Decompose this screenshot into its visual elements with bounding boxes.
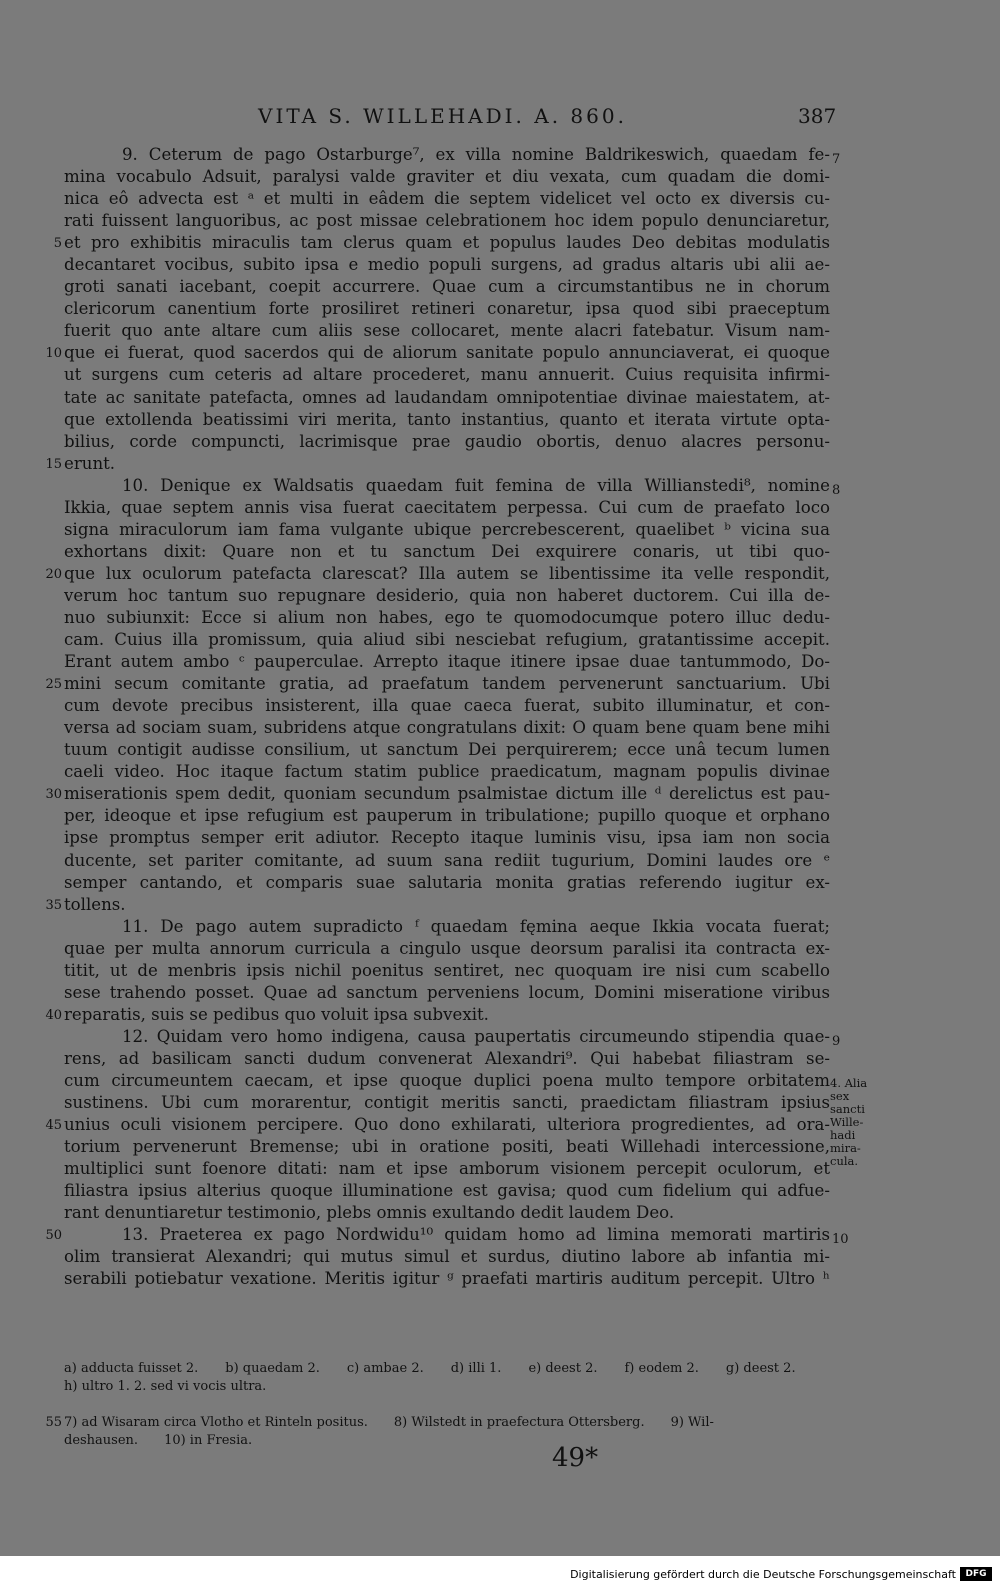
footnote: g) deest 2. xyxy=(725,1361,796,1376)
line-number: 50 xyxy=(45,1228,62,1244)
margin-chapter-number: 8 xyxy=(832,482,841,498)
text-line: per, ideoque et ipse refugium est pauperum in tribulatione; pupillo quoque et orphano xyxy=(64,806,830,826)
note: 7) ad Wisaram circa Vlotho et Rinteln positus. xyxy=(64,1415,368,1430)
text-line: que ei fuerat, quod sacerdos qui de aliorum sanitate populo annunciaverat, ei quoque xyxy=(64,343,830,363)
line-number: 40 xyxy=(45,1007,62,1023)
line-number: 5 xyxy=(53,236,62,252)
side-note-line: Wille- xyxy=(830,1115,864,1129)
margin-chapter-number: 7 xyxy=(832,152,841,167)
side-note-line: mira- xyxy=(830,1141,861,1155)
text-line: mini secum comitante gratia, ad praefatum tandem pervenerunt sanctuarium. Ubi xyxy=(64,674,830,694)
line-number: 20 xyxy=(45,566,62,582)
text-line: bilius, corde compuncti, lacrimisque prae gaudio obortis, denuo alacres personu- xyxy=(64,431,830,451)
side-note-line: 4. Alia xyxy=(830,1076,868,1090)
dfg-logo: DFG xyxy=(960,1567,992,1581)
footnote: b) quaedam 2. xyxy=(225,1361,320,1376)
text-line: Ikkia, quae septem annis visa fuerat caecitatem perpessa. Cui cum de praefato loco xyxy=(64,497,830,517)
footnote: e) deest 2. xyxy=(528,1361,598,1376)
note: deshausen. xyxy=(64,1433,139,1448)
text-line: sese trahendo posset. Quae ad sanctum perveniens locum, Domini miseratione viribus xyxy=(64,982,830,1002)
text-line: versa ad sociam suam, subridens atque congratulans dixit: O quam bene quam bene mihi xyxy=(64,718,830,738)
margin-chapter-number: 9 xyxy=(832,1034,841,1049)
text-line: titit, ut de menbris ipsis nichil poenitus sentiret, nec quoquam ire nisi cum scabello xyxy=(64,960,830,980)
text-line: olim transierat Alexandri; qui mutus simul et surdus, diutino labore ab infantia mi- xyxy=(64,1247,830,1267)
text-line: cum devote precibus insisterent, illa quae caeca fuerat, subito illuminatur, et con- xyxy=(64,696,830,716)
footnote: f) eodem 2. xyxy=(624,1361,699,1376)
note-row xyxy=(64,1414,830,1432)
footnote-row xyxy=(64,1378,830,1396)
text-line: ducente, set pariter comitante, ad suum sana rediit tugurium, Domini laudes ore ᵉ xyxy=(64,850,830,870)
explanatory-notes xyxy=(45,1414,830,1450)
footnote: a) adducta fuisset 2. xyxy=(64,1361,199,1376)
text-line: exhortans dixit: Quare non et tu sanctum Dei exquirere conaris, ut tibi quo- xyxy=(64,541,830,561)
page-header xyxy=(0,104,1000,134)
text-line: multiplici sunt foenore ditati: nam et ipse amborum visionem percepit oculorum, et xyxy=(64,1159,830,1179)
line-number: 55 xyxy=(45,1415,62,1430)
text-line: cam. Cuius illa promissum, quia aliud sibi nesciebat refugium, gratantissime accepit. xyxy=(64,630,830,650)
text-line: quae per multa annorum curricula a cingulo usque deorsum paralisi ita contracta ex- xyxy=(64,938,830,958)
footer-bar xyxy=(0,1556,1000,1591)
footnote: d) illi 1. xyxy=(450,1361,502,1376)
text-line: cum circumeuntem caecam, et ipse quoque duplici poena multo tempore orbitatem xyxy=(64,1070,830,1090)
text-line: 10. Denique ex Waldsatis quaedam fuit femina de villa Willianstedi⁸, nomine xyxy=(122,475,830,495)
text-line: 13. Praeterea ex pago Nordwidu¹⁰ quidam homo ad limina memorati martiris xyxy=(122,1225,830,1245)
side-note-line: cula. xyxy=(830,1154,859,1168)
text-line: caeli video. Hoc itaque factum statim publice praedicatum, magnam populis divinae xyxy=(64,762,830,782)
text-line: mina vocabulo Adsuit, paralysi valde graviter et diu vexata, cum quadam die domi- xyxy=(64,167,830,187)
line-number: 45 xyxy=(45,1118,62,1134)
text-line: torium pervenerunt Bremense; ubi in oratione positi, beati Willehadi intercessione, xyxy=(64,1137,830,1157)
text-line: miserationis spem dedit, quoniam secundum psalmistae dictum ille ᵈ derelictus est pau- xyxy=(64,784,830,804)
text-line: 12. Quidam vero homo indigena, causa paupertatis circumeundo stipendia quae- xyxy=(122,1026,830,1046)
text-line: rant denuntiaretur testimonio, plebs omnis exultando dedit laudem Deo. xyxy=(64,1203,675,1223)
note: 9) Wil- xyxy=(670,1415,714,1430)
footer-credit: Digitalisierung gefördert durch die Deutsche Forschungsgemeinschaft xyxy=(570,1568,956,1581)
text-line: signa miraculorum iam fama vulgante ubique percrebescerent, quaelibet ᵇ vicina sua xyxy=(64,519,830,539)
line-number: 10 xyxy=(45,346,62,362)
footnote: c) ambae 2. xyxy=(346,1361,424,1376)
text-line: et pro exhibitis miraculis tam clerus quam et populus laudes Deo debitas modulatis xyxy=(64,233,830,253)
text-line: ipse promptus semper erit adiutor. Recepto itaque luminis visu, ipsa iam non socia xyxy=(64,828,830,848)
text-line: clericorum canentium forte prosiliret retineri conaretur, ipsa quod sibi praeceptum xyxy=(64,299,830,319)
page-number: 387 xyxy=(798,104,837,128)
text-line: verum hoc tantum suo repugnare desiderio, quia non haberet ductorem. Cui illa de- xyxy=(64,585,830,605)
side-note-line: hadi xyxy=(830,1128,856,1142)
text-line: fuerit quo ante altare cum aliis sese collocaret, mente alacri fatebatur. Visum nam- xyxy=(64,321,830,341)
text-line: serabili potiebatur vexatione. Meritis igitur ᵍ praefati martiris auditum percepit. Ultro ʰ xyxy=(64,1269,830,1289)
text-line: nuo subiunxit: Ecce si alium non habes, ego te quomodocumque potero illuc dedu- xyxy=(64,607,830,627)
text-line: groti sanati iacebant, coepit accurrere. Quae cum a circumstantibus ne in chorum xyxy=(64,277,830,297)
text-line: filiastra ipsius alterius quoque illuminatione est gavisa; quod cum fidelium qui adfue- xyxy=(64,1181,830,1201)
note-row xyxy=(64,1432,830,1450)
line-number: 15 xyxy=(45,456,62,472)
margin-chapter-number: 10 xyxy=(832,1232,849,1248)
text-line: sustinens. Ubi cum morarentur, contigit meritis sancti, praedictam filiastram ipsius xyxy=(64,1093,830,1113)
note: 8) Wilstedt in praefectura Ottersberg. xyxy=(393,1415,645,1430)
text-line: tollens. xyxy=(64,894,126,914)
line-number: 35 xyxy=(45,897,62,913)
text-line: que extollenda beatissimi viri merita, tanto instantius, quanto et iterata virtute opta- xyxy=(64,409,830,429)
text-line: Erant autem ambo ᶜ pauperculae. Arrepto itaque itinere ipsae duae tantummodo, Do- xyxy=(64,652,830,672)
text-line: 11. De pago autem supradicto ᶠ quaedam fęmina aeque Ikkia vocata fuerat; xyxy=(122,916,830,936)
critical-apparatus xyxy=(64,1360,830,1396)
text-line: reparatis, suis se pedibus quo voluit ipsa subvexit. xyxy=(64,1004,489,1024)
text-line: erunt. xyxy=(64,453,116,473)
text-line: rens, ad basilicam sancti dudum convenerat Alexandri⁹. Qui habebat filiastram se- xyxy=(64,1048,830,1068)
text-line: 9. Ceterum de pago Ostarburge⁷, ex villa nomine Baldrikeswich, quaedam fe- xyxy=(122,145,830,164)
footnote-row xyxy=(64,1360,830,1378)
text-line: ut surgens cum ceteris ad altare procederet, manu annuerit. Cuius requisita infirmi- xyxy=(64,365,830,385)
side-note-line: sex xyxy=(830,1089,850,1103)
text-line: nica eô advecta est ᵃ et multi in eâdem die septem videlicet vel octo ex diversis cu- xyxy=(64,189,830,209)
signature-mark: 49* xyxy=(552,1443,599,1473)
line-number: 25 xyxy=(45,677,62,693)
text-line: rati fuissent languoribus, ac post missae celebrationem hoc idem populo denunciaretur, xyxy=(64,211,830,231)
text-line: tate ac sanitate patefacta, omnes ad laudandam omnipotentiae divinae maiestatem, at- xyxy=(64,387,830,407)
side-note-line: sancti xyxy=(830,1102,865,1116)
running-title: VITA S. WILLEHADI. A. 860. xyxy=(258,104,627,128)
side-note xyxy=(830,1077,890,1168)
text-line: decantaret vocibus, subito ipsa e medio populi surgens, ad gradus altaris ubi alii ae- xyxy=(64,255,830,275)
text-line: tuum contigit audisse consilium, ut sanctum Dei perquirerem; ecce unâ tecum lumen xyxy=(64,740,830,760)
footnote: h) ultro 1. 2. sed vi vocis ultra. xyxy=(64,1379,267,1394)
line-number: 30 xyxy=(45,787,62,803)
text-line: semper cantando, et comparis suae salutaria monita gratias referendo iugitur ex- xyxy=(64,872,830,892)
text-line: que lux oculorum patefacta clarescat? Illa autem se libentissime ita velle respondit, xyxy=(64,563,830,583)
main-text xyxy=(64,144,830,1290)
text-line: unius oculi visionem percipere. Quo dono exhilarati, ulteriora progredientes, ad ora- xyxy=(64,1115,830,1135)
note: 10) in Fresia. xyxy=(164,1433,253,1448)
